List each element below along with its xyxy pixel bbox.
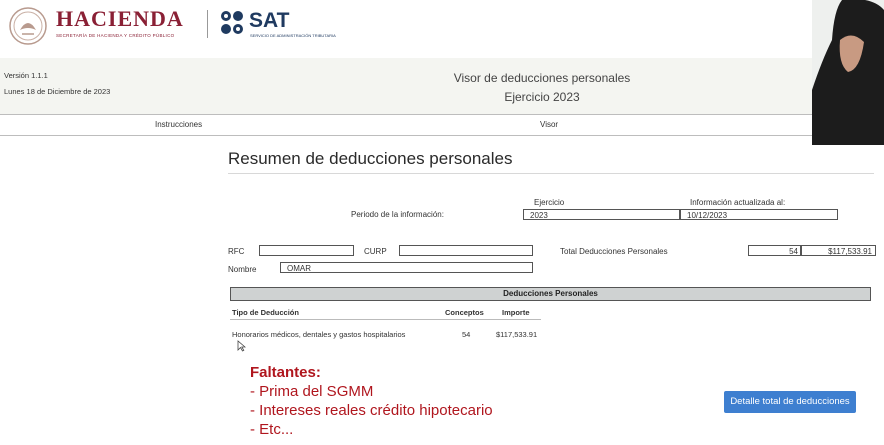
date-label: Lunes 18 de Diciembre de 2023 (4, 87, 111, 96)
hacienda-subtitle: SECRETARÍA DE HACIENDA Y CRÉDITO PÚBLICO (56, 33, 175, 38)
info-band (0, 58, 812, 115)
menu-item-visor[interactable]: Visor (540, 120, 559, 129)
ejercicio-label: Ejercicio (534, 198, 565, 207)
title-rule (228, 173, 874, 174)
sat-logo-text: SAT (249, 9, 290, 32)
actualizada-field[interactable]: 10/12/2023 (680, 209, 838, 220)
row-tipo: Honorarios médicos, dentales y gastos hospitalarios (232, 330, 406, 339)
header-divider (207, 10, 208, 38)
actualizada-label: Información actualizada al: (690, 198, 786, 207)
curp-label: CURP (364, 247, 387, 256)
page-title: Resumen de deducciones personales (228, 149, 513, 168)
ejercicio-field[interactable]: 2023 (523, 209, 680, 220)
total-count-field[interactable]: 54 (748, 245, 801, 256)
col-conceptos-header: Conceptos (445, 308, 484, 317)
faltantes-item: - Prima del SGMM (250, 383, 374, 400)
main-menu (0, 114, 812, 136)
sat-subtitle: SERVICIO DE ADMINISTRACIÓN TRIBUTARIA (250, 33, 336, 38)
total-amount-field[interactable]: $117,533.91 (801, 245, 876, 256)
detalle-total-button[interactable]: Detalle total de deducciones (724, 391, 856, 413)
menu-item-instrucciones[interactable]: Instrucciones (155, 120, 203, 129)
eagle-seal-icon (8, 6, 48, 46)
faltantes-item: - Intereses reales crédito hipotecario (250, 402, 493, 419)
version-label: Versión 1.1.1 (4, 71, 48, 80)
site-header (0, 0, 812, 58)
rfc-field[interactable] (259, 245, 354, 256)
deducciones-table-header: Deducciones Personales (230, 287, 871, 301)
total-label: Total Deducciones Personales (560, 247, 668, 256)
curp-field[interactable] (399, 245, 533, 256)
viewer-year: Ejercicio 2023 (504, 90, 580, 104)
nombre-label: Nombre (228, 265, 257, 274)
rfc-label: RFC (228, 247, 245, 256)
mouse-cursor-icon (237, 339, 246, 357)
faltantes-annotation (250, 363, 493, 439)
faltantes-item: - Etc... (250, 421, 294, 438)
viewer-title: Visor de deducciones personales (453, 71, 631, 85)
periodo-label: Periodo de la información: (351, 210, 444, 219)
row-importe: $117,533.91 (496, 330, 538, 339)
col-importe-header: Importe (502, 308, 530, 317)
row-conceptos: 54 (462, 330, 471, 339)
hacienda-logo-text: HACIENDA (56, 6, 184, 31)
presenter-video (812, 0, 884, 145)
table-header-rule (230, 319, 541, 320)
faltantes-heading: Faltantes: (250, 364, 321, 381)
col-tipo-header: Tipo de Deducción (232, 308, 299, 317)
nombre-field[interactable]: OMAR (280, 262, 533, 273)
sat-logo-icon (220, 10, 248, 36)
